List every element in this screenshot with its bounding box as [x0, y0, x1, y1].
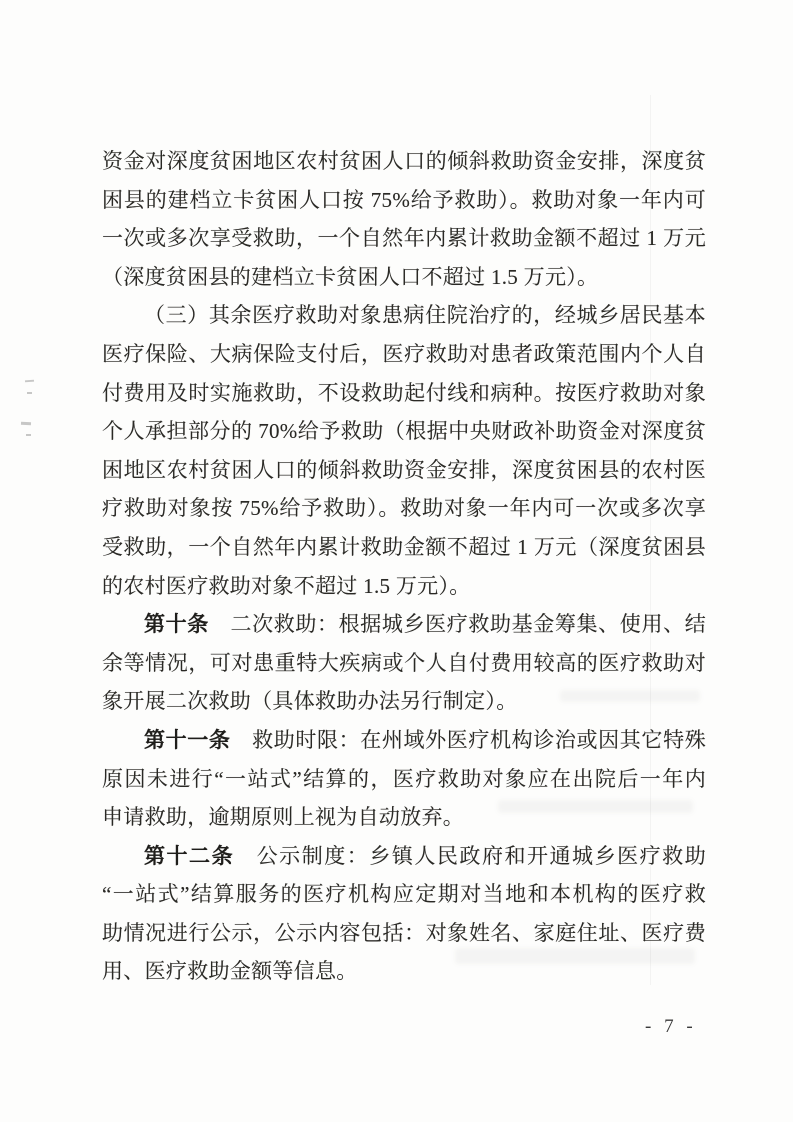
scan-speck [26, 434, 31, 436]
text-line: 第十一条 救助时限：在州域外医疗机构诊治或因其它特殊 [144, 727, 706, 752]
text-line: （深度贫困县的建档立卡贫困人口不超过 1.5 万元）。 [102, 264, 599, 289]
text-line: 第十二条 公示制度：乡镇人民政府和开通城乡医疗救助 [144, 843, 706, 868]
text-line: 疗救助对象按 75%给予救助）。救助对象一年内可一次或多次享 [102, 496, 706, 521]
text-line: 困地区农村贫困人口的倾斜救助资金安排，深度贫困县的农村医 [102, 457, 706, 482]
paragraph [102, 605, 706, 721]
text-line: 原因未进行“一站式”结算的，医疗救助对象应在出院后一年内 [102, 766, 706, 791]
text-line: 受救助，一个自然年内累计救助金额不超过 1 万元（深度贫困县 [102, 534, 706, 559]
page-number: - 7 - [645, 1016, 697, 1037]
text-line: “一站式”结算服务的医疗机构应定期对当地和本机构的医疗救 [102, 882, 706, 907]
text-line: 医疗保险、大病保险支付后，医疗救助对患者政策范围内个人自 [102, 341, 706, 366]
paragraph [102, 721, 706, 837]
text-line: 付费用及时实施救助，不设救助起付线和病种。按医疗救助对象 [102, 380, 706, 405]
text-line: 的农村医疗救助对象不超过 1.5 万元）。 [102, 573, 471, 598]
article-number: 第十一条 [144, 728, 231, 752]
text-line: 申请救助，逾期原则上视为自动放弃。 [102, 805, 465, 830]
paragraph [102, 296, 706, 605]
text-line: （三）其余医疗救助对象患病住院治疗的，经城乡居民基本 [144, 303, 706, 328]
text-line: 个人承担部分的 70%给予救助（根据中央财政补助资金对深度贫 [102, 419, 706, 444]
text-line: 困县的建档立卡贫困人口按 75%给予救助）。救助对象一年内可 [102, 187, 706, 212]
article-number: 第十二条 [144, 844, 235, 868]
text-line: 助情况进行公示，公示内容包括：对象姓名、家庭住址、医疗费 [102, 920, 706, 945]
paragraph [102, 142, 706, 296]
text-line: 一次或多次享受救助，一个自然年内累计救助金额不超过 1 万元 [102, 226, 706, 251]
article-number: 第十条 [144, 613, 209, 637]
text-line: 资金对深度贫困地区农村贫困人口的倾斜救助资金安排，深度贫 [102, 149, 706, 173]
text-line: 余等情况，可对患重特大疾病或个人自付费用较高的医疗救助对 [102, 650, 706, 675]
scan-speck [27, 392, 32, 394]
text-line: 用、医疗救助金额等信息。 [102, 959, 358, 984]
text-line: 象开展二次救助（具体救助办法另行制定）。 [102, 689, 518, 714]
text-line: 第十条 二次救助：根据城乡医疗救助基金筹集、使用、结 [144, 612, 706, 637]
paragraph [102, 837, 706, 991]
scan-speck [25, 380, 34, 383]
scan-speck [21, 422, 31, 426]
document-body [102, 142, 706, 991]
